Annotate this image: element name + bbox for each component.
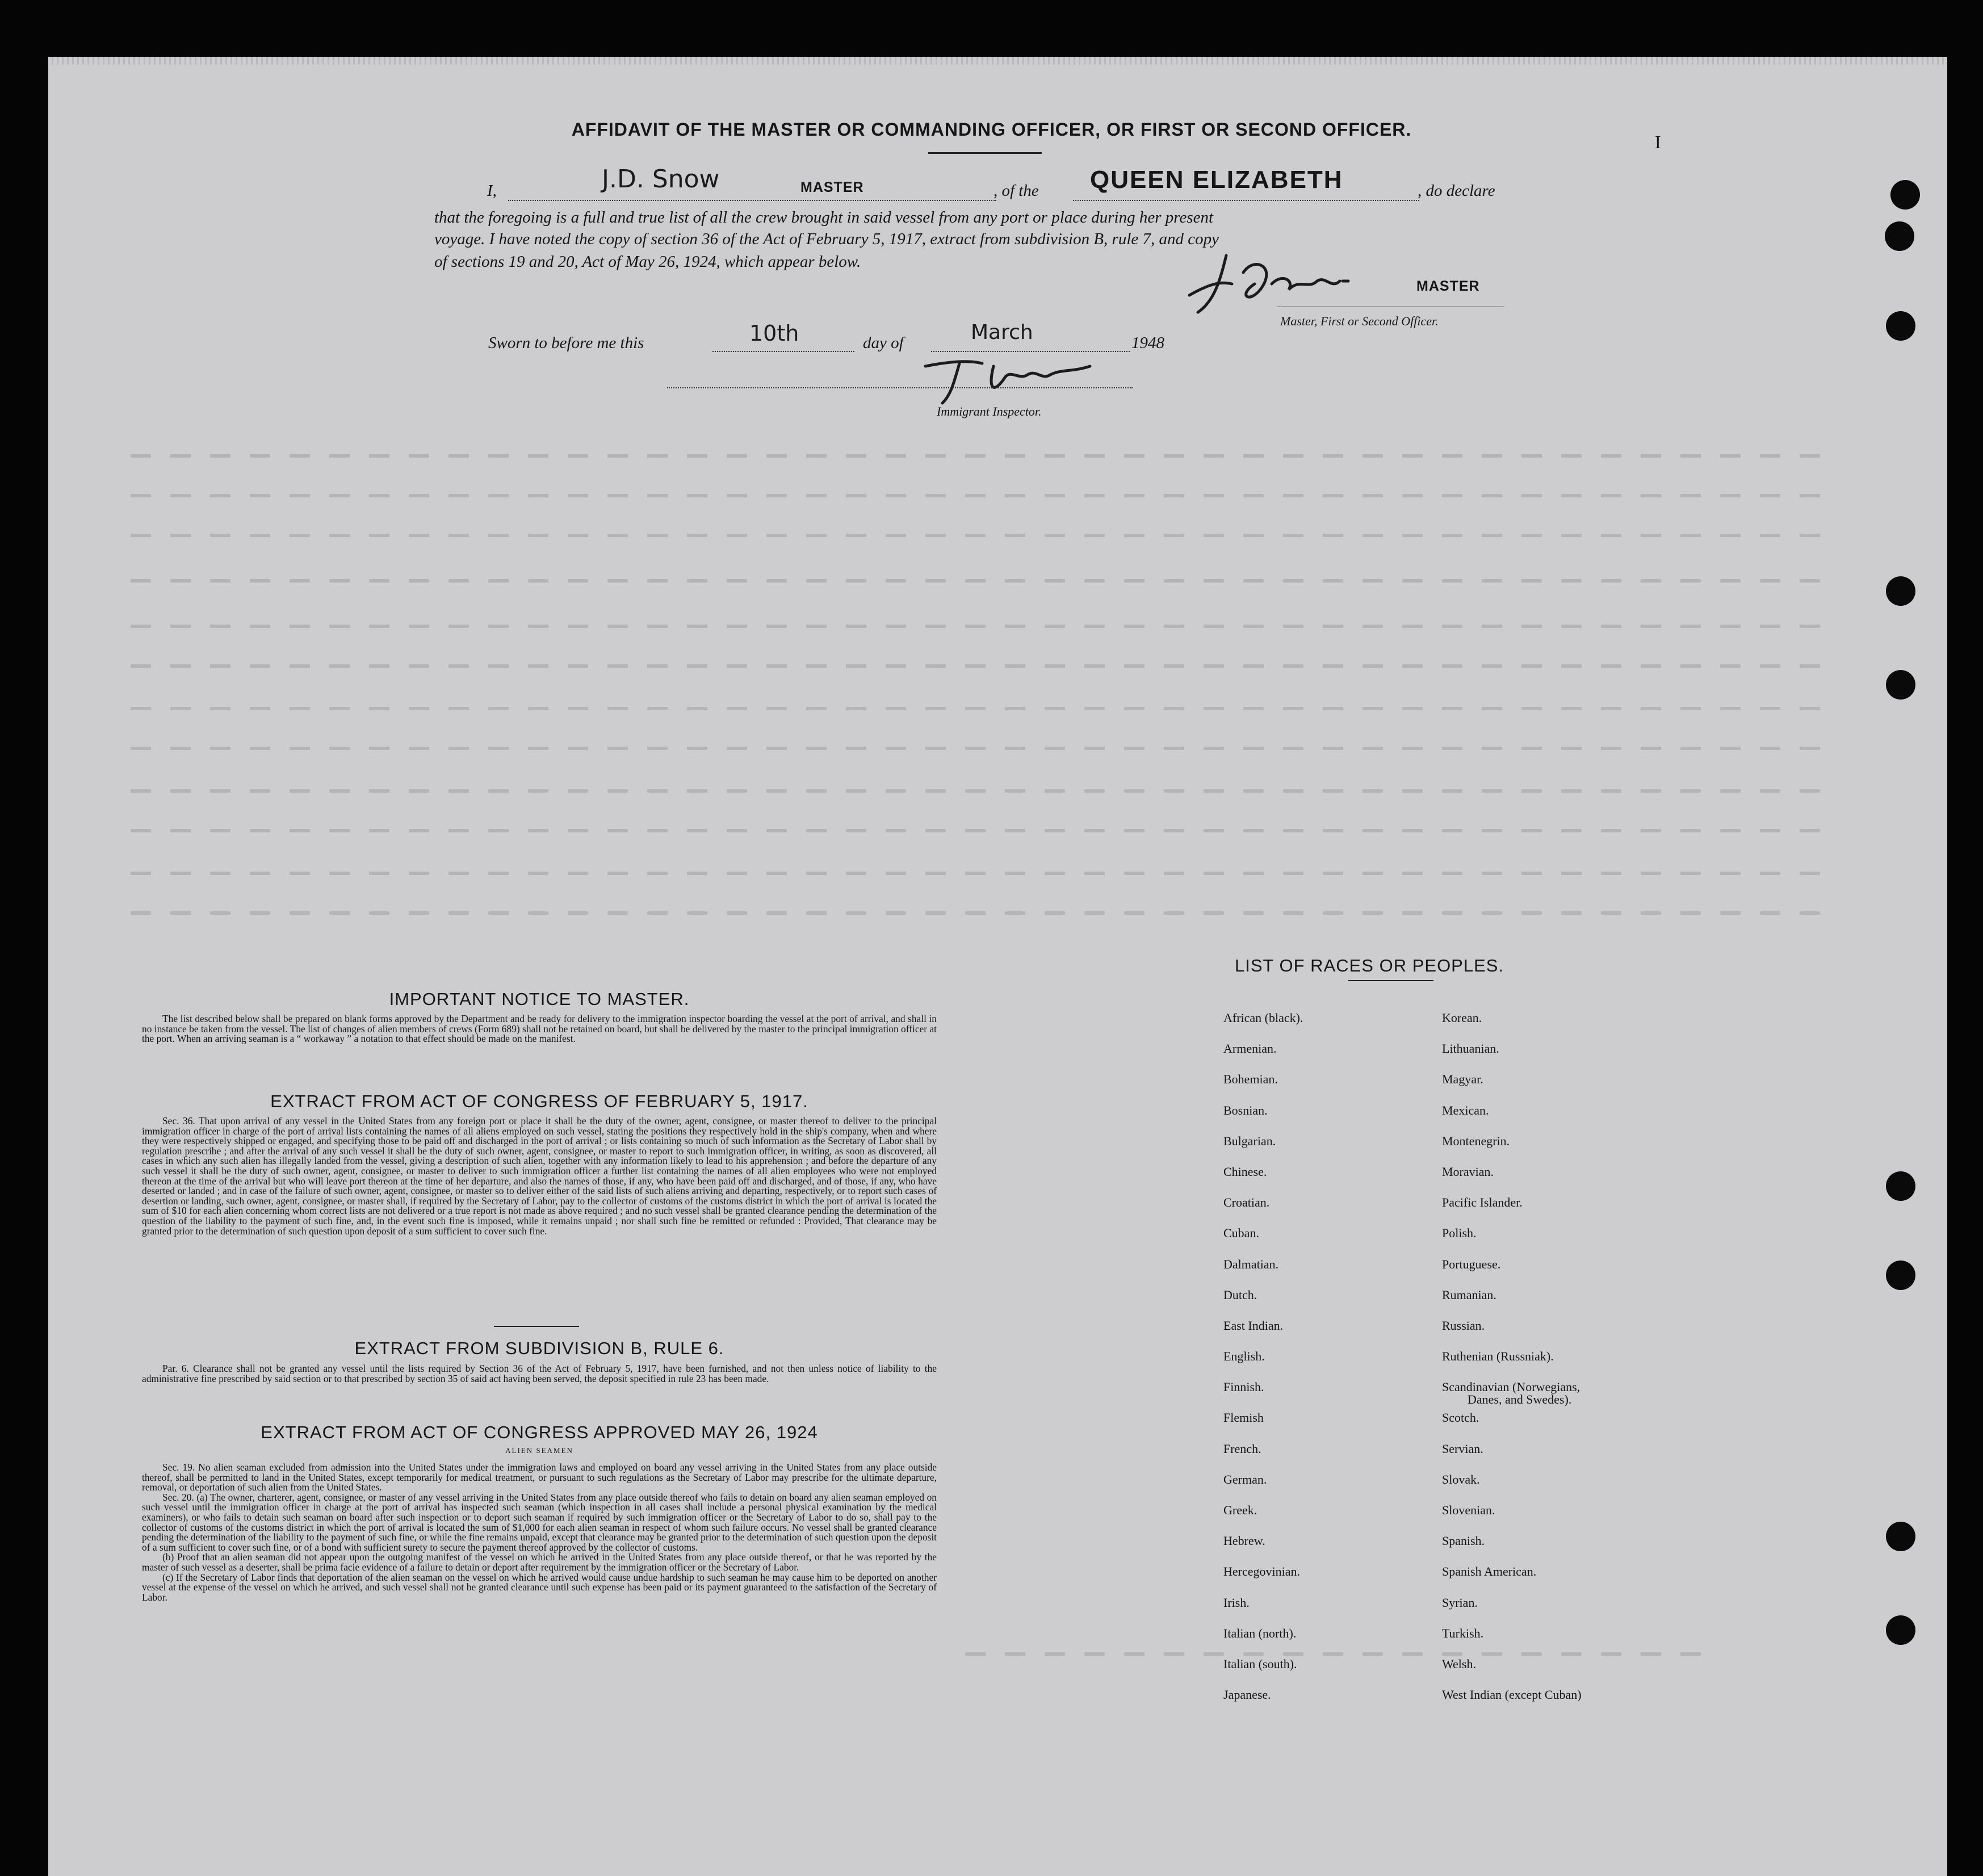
race-item: Irish. [1223, 1595, 1250, 1610]
race-item: Syrian. [1442, 1595, 1478, 1610]
extract-1917-block [142, 1116, 937, 1236]
race-item: Japanese. [1223, 1687, 1271, 1702]
bleed-through-row [131, 872, 1834, 875]
race-item: Magyar. [1442, 1072, 1483, 1087]
inspector-caption: Immigrant Inspector. [937, 404, 1042, 418]
race-item: Korean. [1442, 1011, 1482, 1025]
race-item: French. [1223, 1441, 1261, 1456]
master-name-line [508, 200, 996, 201]
race-item-continuation: Danes, and Swedes). [1468, 1392, 1572, 1407]
vessel-name-line [1073, 200, 1419, 201]
bleed-through-row [131, 707, 1834, 710]
master-name-handwritten: J.D. Snow [602, 165, 720, 194]
bleed-through-row [131, 534, 1834, 537]
race-item: Hebrew. [1223, 1534, 1265, 1548]
notice-text-block [142, 1014, 937, 1044]
race-item: Ruthenian (Russniak). [1442, 1349, 1554, 1364]
race-item: Italian (south). [1223, 1656, 1297, 1671]
extract-1924-title: EXTRACT FROM ACT OF CONGRESS APPROVED MAY 26, 1924 [261, 1422, 818, 1442]
binder-hole [1886, 1522, 1915, 1551]
race-item: Dutch. [1223, 1287, 1257, 1302]
race-item: Chinese. [1223, 1164, 1267, 1179]
race-item: Slovenian. [1442, 1503, 1495, 1517]
race-item: English. [1223, 1349, 1265, 1364]
binder-hole [1886, 576, 1915, 606]
race-item: Russian. [1442, 1318, 1485, 1333]
race-item: Scotch. [1442, 1410, 1479, 1425]
race-item: Montenegrin. [1442, 1133, 1510, 1148]
i-label: I, [487, 182, 497, 200]
bleed-through-row [131, 829, 1834, 832]
torn-top-edge [48, 57, 1947, 65]
binder-hole [1886, 1615, 1915, 1645]
race-item: Spanish American. [1442, 1564, 1537, 1579]
race-item-text: Scandinavian (Norwegians, [1442, 1380, 1580, 1395]
extract-1924-block [142, 1463, 937, 1602]
binder-hole [1886, 311, 1915, 341]
race-item: Servian. [1442, 1441, 1483, 1456]
sworn-label: Sworn to before me this [488, 334, 644, 352]
heading-rule [928, 152, 1042, 154]
sec-19-text: Sec. 19. No alien seaman excluded from admission into the United States under the immigration laws and employed on board any vessel arriving in the United States from any place outside thereof, shall be permitted to land in the United States, except temporarily for medical treatment, or pursuant to such regulations as the Secretary of Labor may prescribe for the ultimate departure, removal, or deportation of such alien from the United States. [142, 1462, 937, 1493]
sworn-month: March [971, 321, 1033, 344]
binder-hole [1886, 670, 1915, 700]
sec-20b-text: (b) Proof that an alien seaman did not appear upon the outgoing manifest of the vessel on which he arrived in the United States from any place outside thereof, or that he was reported by the master of such vessel as a deserter, shall be prima facie evidence of a failure to detain or deport after requirement by the immigration officer or the Secretary of Labor. [142, 1551, 937, 1573]
binder-hole [1885, 221, 1914, 251]
sec-20a-text: Sec. 20. (a) The owner, charterer, agent, consignee, or master of any vessel arriving in the United States from any place outside thereof who fails to detain on board any alien seaman employed on such vessel until the immigration officer in charge at the port of arrival has inspected such seaman (which inspection in all cases shall include a personal physical examination by the medical examiners), or who fails to detain such seaman on board after such inspection or to deport such seaman if required by such immigration officer or the Secretary of Labor to do so, shall pay to the collector of customs of the customs district in which the port of arrival is located the sum of $1,000 for each alien seaman in respect of whom such failure occurs. No vessel shall be granted clearance pending the determination of the liability to the payment of such fine, or while the fine remains unpaid, except that clearance may be granted prior to the determination of such question upon the deposit of a sum sufficient to cover such fine, or of a bond with sufficient surety to secure the payment thereof approved by the collector of customs. [142, 1491, 937, 1553]
day-of-label: day of [863, 334, 904, 352]
race-item: Slovak. [1442, 1472, 1480, 1486]
inspector-signature [920, 349, 1107, 406]
do-declare-label: , do declare [1418, 182, 1495, 200]
race-item: West Indian (except Cuban) [1442, 1687, 1582, 1702]
race-item: Turkish. [1442, 1626, 1484, 1640]
corner-mark: I [1655, 132, 1661, 152]
master-stamp: MASTER [800, 179, 864, 195]
bleed-through-row [131, 911, 1834, 915]
race-item: Rumanian. [1442, 1287, 1496, 1302]
race-item: Italian (north). [1223, 1626, 1297, 1640]
races-right-column [1442, 1012, 1714, 1719]
race-item: Portuguese. [1442, 1257, 1501, 1271]
notice-title: IMPORTANT NOTICE TO MASTER. [389, 989, 690, 1009]
sworn-day: 10th [749, 321, 799, 346]
sworn-day-line [712, 351, 854, 352]
signature-caption: Master, First or Second Officer. [1280, 314, 1439, 328]
sworn-year: 1948 [1131, 334, 1164, 352]
race-item: Mexican. [1442, 1103, 1489, 1117]
races-title: LIST OF RACES OR PEOPLES. [1235, 956, 1504, 975]
bleed-through-row [131, 454, 1834, 458]
notice-text: The list described below shall be prepared on blank forms approved by the Department and be ready for delivery to the immigration inspector boarding the vessel at the port of arrival, and shall in no instance be taken from the vessel. The list of changes of alien members of crews (Form 689) shall not be retained on board, but shall be delivered by the master to the principal immigration officer at the port. When an arriving seaman is a “ workaway ” a notation to that effect should be made on the manifest. [142, 1013, 937, 1045]
bleed-through-row [131, 625, 1834, 628]
binder-hole [1886, 1261, 1915, 1290]
race-item: Bulgarian. [1223, 1133, 1276, 1148]
of-the-label: , of the [993, 182, 1039, 200]
race-item: Cuban. [1223, 1226, 1259, 1241]
race-item: Spanish. [1442, 1534, 1485, 1548]
race-item: Welsh. [1442, 1656, 1476, 1671]
race-item: Dalmatian. [1223, 1257, 1279, 1271]
race-item: Moravian. [1442, 1164, 1494, 1179]
affidavit-heading: AFFIDAVIT OF THE MASTER OR COMMANDING OFFICER, OR FIRST OR SECOND OFFICER. [571, 119, 1412, 140]
bleed-through-row [131, 494, 1834, 497]
race-item: German. [1223, 1472, 1267, 1486]
bleed-through-row [131, 664, 1834, 668]
vessel-name: QUEEN ELIZABETH [1090, 166, 1343, 194]
race-item: Bohemian. [1223, 1072, 1278, 1087]
race-item-scandinavian [1442, 1381, 1714, 1412]
binder-hole [1890, 180, 1920, 210]
subdivision-title: EXTRACT FROM SUBDIVISION B, RULE 6. [354, 1338, 724, 1358]
declaration-line-1: that the foregoing is a full and true list of all the crew brought in said vessel from any port or place during her present [434, 208, 1214, 227]
extract-1917-title: EXTRACT FROM ACT OF CONGRESS OF FEBRUARY 5, 1917. [270, 1091, 808, 1111]
subdivision-text: Par. 6. Clearance shall not be granted any vessel until the lists required by Section 36 of the Act of February 5, 1917, have been furnished, and not then unless notice of liability to the administrative fine prescribed by said section or to that prescribed by section 35 of said act having been served, the deposit specified in rule 23 has been made. [142, 1363, 937, 1384]
extract-1917-text: Sec. 36. That upon arrival of any vessel in the United States from any foreign port or place it shall be the duty of the owner, agent, consignee, or master thereof to deliver to the principal immigration officer in charge of the port of arrival lists containing the names of all aliens employed on such vessel, stating the positions they respectively hold in the ship's company, when and where they were respectively shipped or engaged, and specifying those to be paid off and discharged in the port of arrival ; or lists containing so much of such information as the Secretary of Labor shall by regulation prescribe ; and after the arrival of any such vessel it shall be the duty of such owner, agent, consignee, or master to report to such immigration officer, in writing, as soon as discovered, all cases in which any such alien has illegally landed from the vessel, giving a description of such alien, together with any information likely to lead to his apprehension ; and before the departure of any such vessel it shall be the duty of such owner, agent, consignee, or master to deliver to such immigration officer a further list containing the names of all alien employees who were not employed thereon at the time of the arrival but who will leave port thereon at the time of her departure, and also the names of those, if any, who have been paid off and discharged, and of those, if any, who have deserted or landed ; and in case of the failure of such owner, agent, consignee, or master so to deliver either of the said lists of such aliens arriving and departing, respectively, or to report such cases of desertion or landing, such owner, agent, consignee, or master shall, if required by the Secretary of Labor, pay to the collector of customs of the customs district in which the port of arrival is located the sum of $10 for each alien concerning whom correct lists are not delivered or a true report is not made as above required ; and no such vessel shall be granted clearance pending the determination of the question of the liability to the payment of such fine, and, in the event such fine is imposed, while it remains unpaid ; nor shall such fine be remitted or refunded : Provided, That clearance may be granted prior to the determination of such question upon deposit of a sum sufficient to cover such fine. [142, 1115, 937, 1237]
race-item: Armenian. [1223, 1041, 1277, 1056]
declaration-line-2: voyage. I have noted the copy of section 36 of the Act of February 5, 1917, extract from subdivision B, rule 7, and copy [434, 230, 1219, 248]
race-item: Croatian. [1223, 1195, 1270, 1210]
signature-master-stamp: MASTER [1416, 278, 1480, 294]
race-item: Finnish. [1223, 1380, 1264, 1395]
race-item: East Indian. [1223, 1318, 1284, 1333]
race-item: Polish. [1442, 1226, 1477, 1241]
master-signature [1187, 250, 1402, 318]
subdivision-block [142, 1364, 937, 1384]
race-item: Flemish [1223, 1410, 1264, 1425]
section-rule [494, 1326, 579, 1327]
races-title-rule [1348, 980, 1433, 981]
alien-seamen-subtitle: ALIEN SEAMEN [505, 1446, 573, 1455]
race-item: Bosnian. [1223, 1103, 1268, 1117]
race-item: Lithuanian. [1442, 1041, 1499, 1056]
race-item: African (black). [1223, 1011, 1303, 1025]
race-item: Hercegovinian. [1223, 1564, 1300, 1579]
bleed-through-row [131, 579, 1834, 583]
sec-20c-text: (c) If the Secretary of Labor finds that deportation of the alien seaman on the vessel on which he arrived would cause undue hardship to such seaman he may cause him to be deported on another vessel at the expense of the vessel on which he arrived, and such vessel shall not be granted clearance until such expense has been paid or its payment guaranteed to the satisfaction of the Secretary of Labor. [142, 1571, 937, 1603]
binder-hole [1886, 1171, 1915, 1201]
declaration-line-3: of sections 19 and 20, Act of May 26, 1924, which appear below. [434, 253, 861, 271]
races-left-column [1223, 1012, 1462, 1719]
race-item: Pacific Islander. [1442, 1195, 1523, 1210]
race-item: Greek. [1223, 1503, 1257, 1517]
bleed-through-row [131, 747, 1834, 750]
inspector-line [667, 387, 1133, 388]
bleed-through-row [131, 789, 1834, 793]
